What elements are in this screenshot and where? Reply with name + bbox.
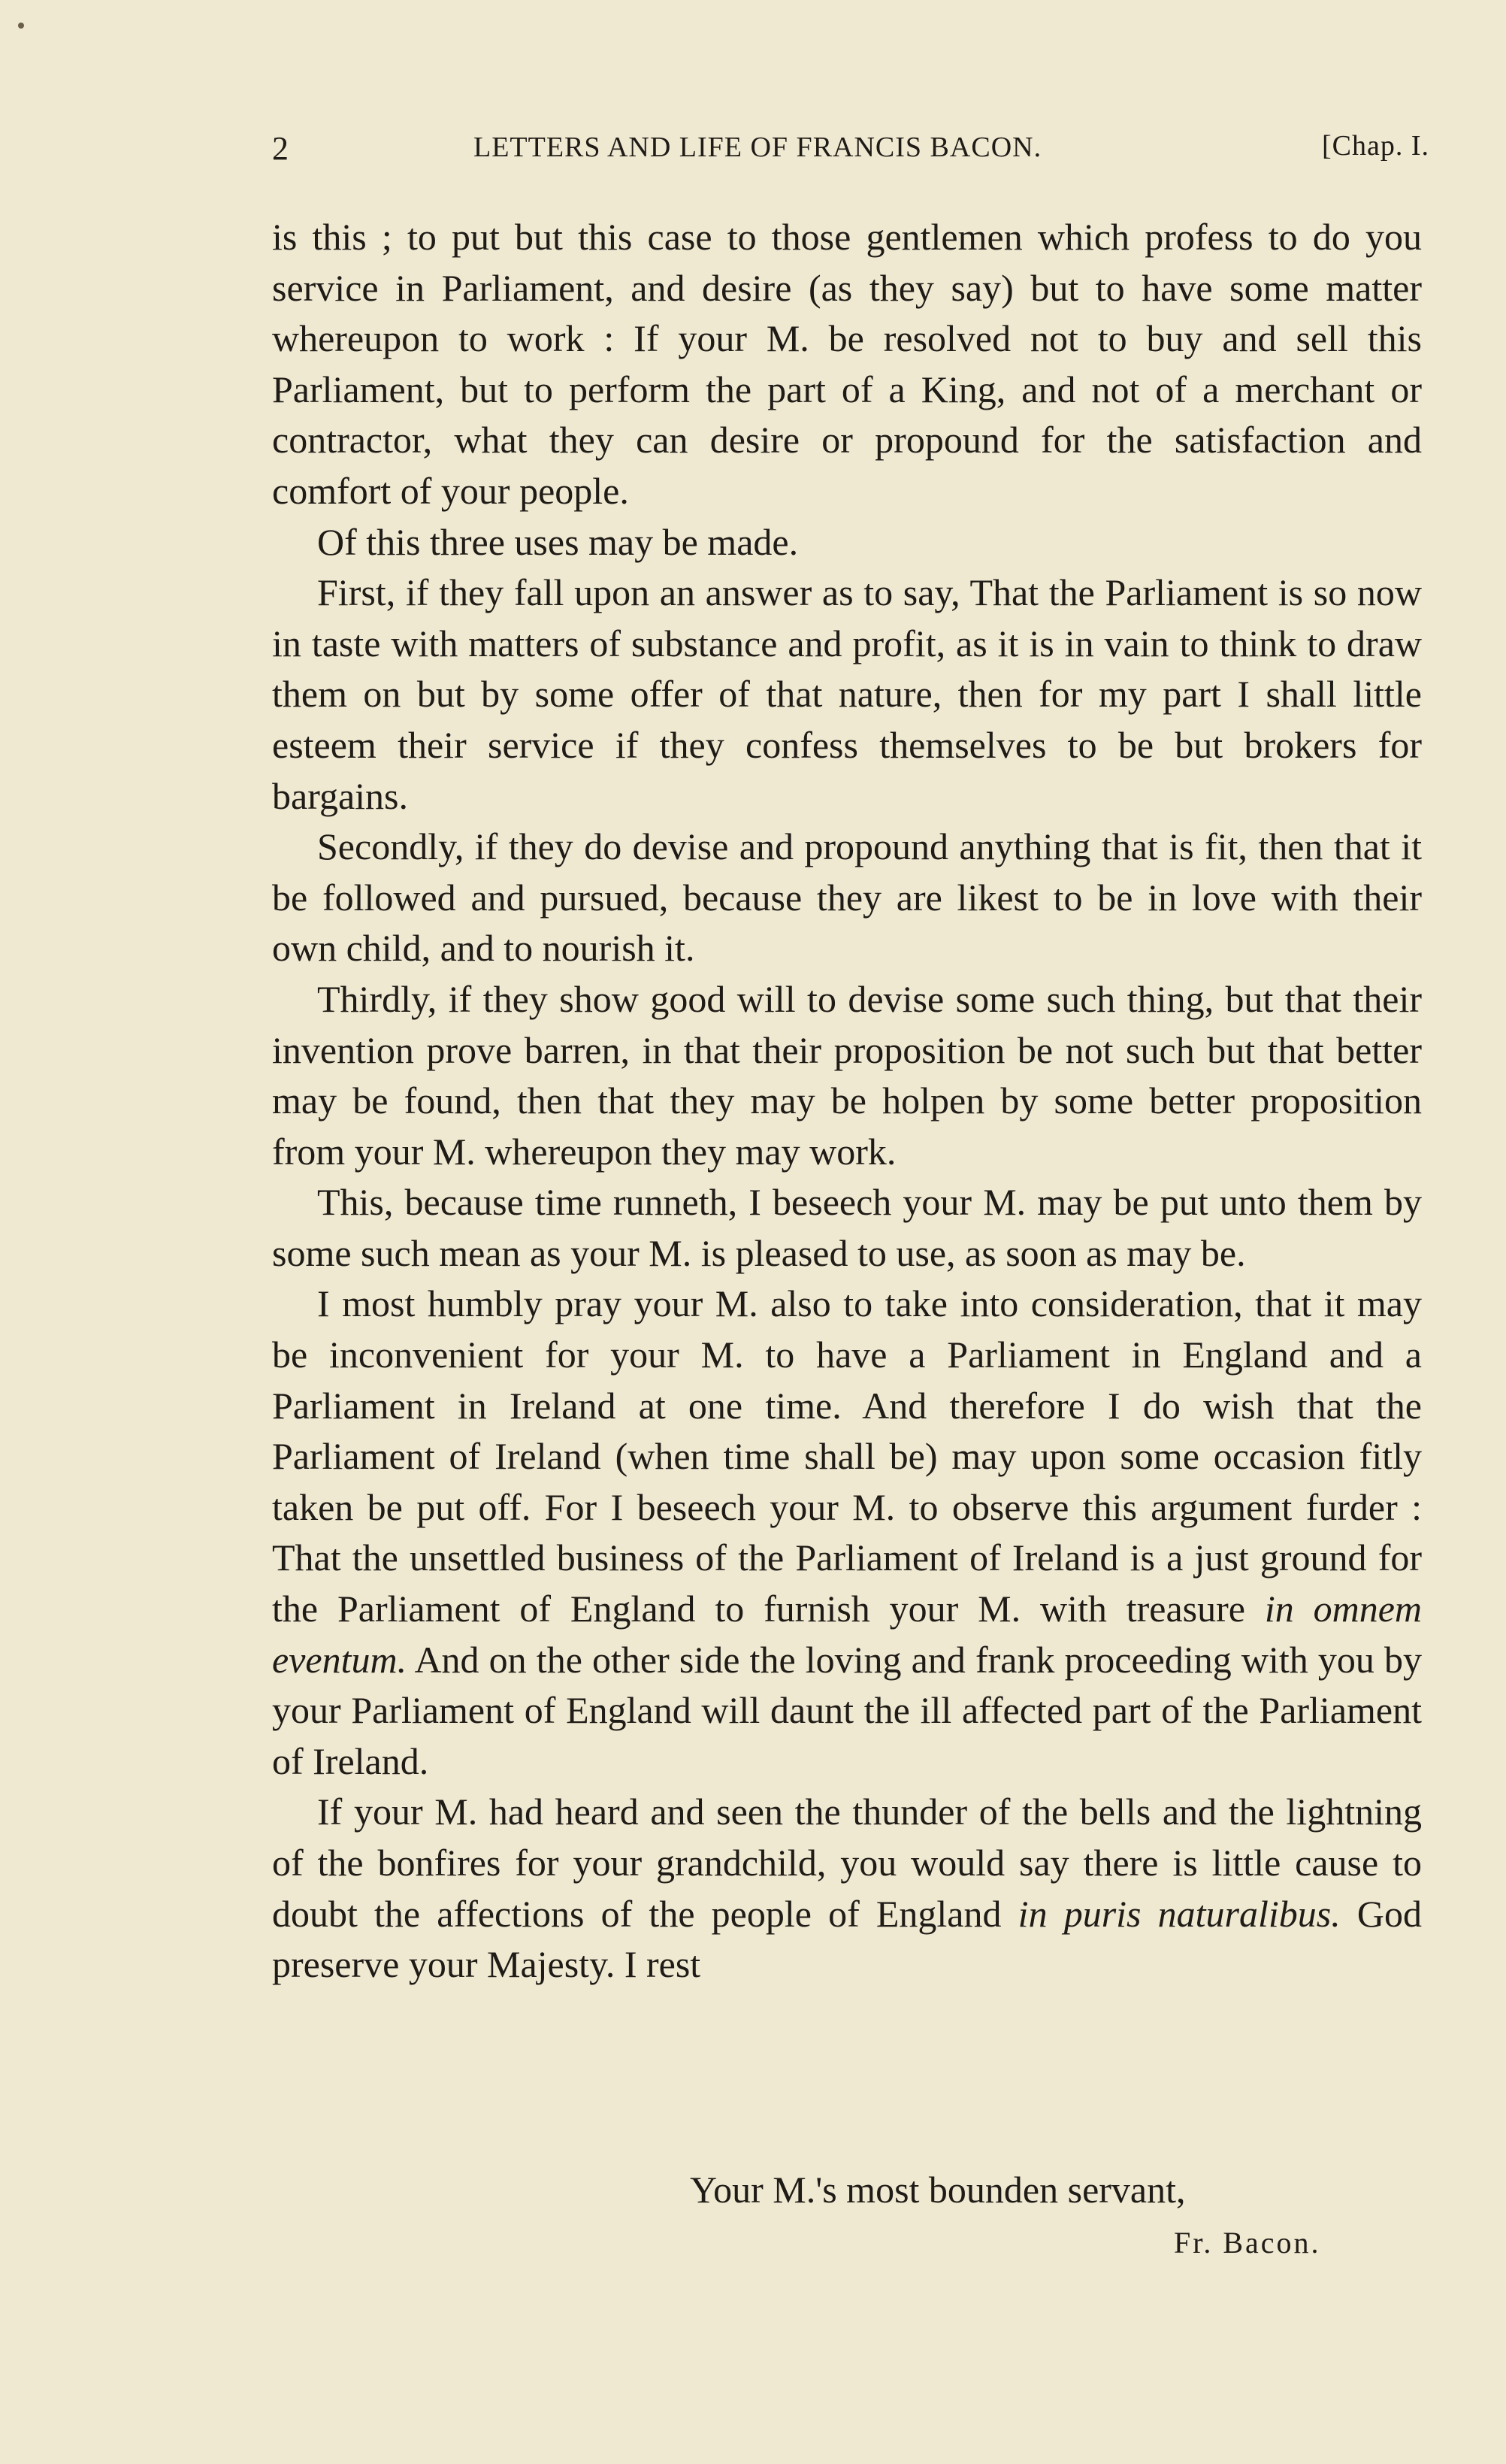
running-header <box>272 129 1429 174</box>
letter-body <box>272 212 1422 1990</box>
paragraph: This, because time runneth, I beseech your M. may be put unto them by some such mean as your M. is pleased to use, as soon as may be. <box>272 1181 1422 1274</box>
print-speck <box>18 23 24 29</box>
chapter-reference: [Chap. I. <box>1321 130 1429 162</box>
signature: Fr. Bacon. <box>1174 2226 1321 2260</box>
paragraph-text: If your M. had heard and seen the thunder of the bells and the lightning of the bonfires for your grandchild, you would say there is little cause to doubt the affections of the people of England <box>272 1790 1422 1935</box>
paragraph-text: God preserve your Majesty. I rest <box>272 1892 1423 1986</box>
paragraph: First, if they fall upon an answer as to say, That the Parliament is so now in taste with matters of substance and profit, as it is in vain to think to draw them on but by some offer of that nature, then for my part I shall little esteem their service if they confess themselves to be but brokers for bargains. <box>272 571 1422 817</box>
paragraph-text: I most humbly pray your M. also to take into consideration, that it may be inconvenient for your M. to have a Parliament in England and a Parliament in Ireland at one time. And therefore I do wish that the Parliament of Ireland (when time shall be) may upon some occasion fitly taken be put off. For I beseech your M. to observe this argument furder : That the unsettled business of the Parliament of Ireland is a just ground for the Parliament of England to furnish your M. with treasure <box>272 1282 1422 1630</box>
paragraph <box>272 1787 1422 1990</box>
paragraph <box>272 1279 1422 1787</box>
latin-phrase: in puris naturalibus. <box>1018 1892 1341 1935</box>
paragraph-text: And on the other side the loving and frank proceeding with you by your Parliament of England will daunt the ill affected part of the Parliament of Ireland. <box>272 1638 1422 1782</box>
valediction: Your M.'s most bounden servant, <box>690 2169 1186 2211</box>
page-number: 2 <box>272 130 289 167</box>
paragraph: Of this three uses may be made. <box>317 520 799 563</box>
running-title: LETTERS AND LIFE OF FRANCIS BACON. <box>473 132 1042 163</box>
paragraph: Secondly, if they do devise and propound anything that is fit, then that it be followed and pursued, because they are likest to be in love with their own child, and to nourish it. <box>272 825 1422 970</box>
paragraph: Thirdly, if they show good will to devise some such thing, but that their invention prove barren, in that their proposition be not such but that better may be found, then that they may be holpen by some better proposition from your M. whereupon they may work. <box>272 977 1422 1173</box>
latin-phrase: in omnem eventum. <box>272 1588 1422 1681</box>
paragraph: is this ; to put but this case to those gentlemen which profess to do you service in Parliament, and desire (as they say) but to have some matter whereupon to work : If your M. be resolved not to buy and sell this Parliament, but to perform the part of a King, and not of a merchant or contractor, what they can desire or propound for the satisfaction and comfort of your people. <box>272 216 1422 512</box>
